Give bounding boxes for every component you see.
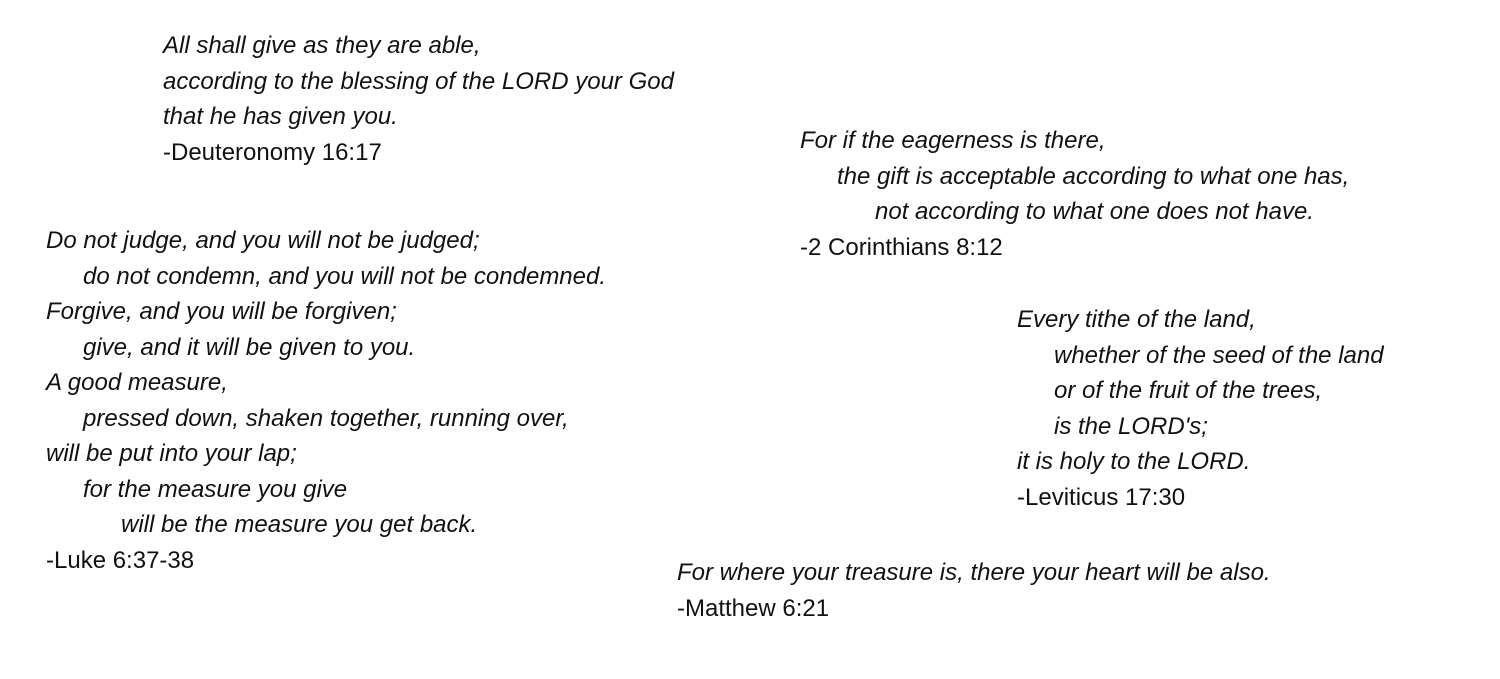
verse-line: will be the measure you get back. xyxy=(121,511,478,538)
verse-line: that he has given you. xyxy=(163,103,398,130)
verse-line: A good measure, xyxy=(46,369,228,396)
verse-line: for the measure you give xyxy=(83,475,348,503)
verse-line: give, and it will be given to you. xyxy=(83,333,416,361)
verse-block-leviticus xyxy=(1017,302,1384,515)
verse-line: the gift is acceptable according to what one has, xyxy=(837,162,1350,190)
verse-line: All shall give as they are able, xyxy=(163,32,481,59)
verse-line: not according to what one does not have. xyxy=(875,198,1314,225)
verse-line: Forgive, and you will be forgiven; xyxy=(46,298,397,325)
verse-line: For where your treasure is, there your heart will be also. xyxy=(677,559,1271,586)
verse-reference: -Matthew 6:21 xyxy=(677,594,830,622)
verse-reference: -Luke 6:37-38 xyxy=(46,546,195,574)
verse-line: pressed down, shaken together, running over, xyxy=(83,404,569,432)
verse-line: Every tithe of the land, xyxy=(1017,306,1256,333)
verse-line: Do not judge, and you will not be judged; xyxy=(46,227,480,254)
verse-reference: -Deuteronomy 16:17 xyxy=(163,138,382,166)
verse-line: according to the blessing of the LORD your God xyxy=(163,67,674,95)
verse-reference: -2 Corinthians 8:12 xyxy=(800,233,1003,261)
verse-block-corinthians xyxy=(800,123,1349,265)
verse-line: will be put into your lap; xyxy=(46,440,297,467)
verse-block-luke xyxy=(46,223,606,578)
verse-line: For if the eagerness is there, xyxy=(800,127,1106,154)
verse-line: whether of the seed of the land xyxy=(1054,341,1384,369)
verse-block-deuteronomy xyxy=(163,28,674,170)
verse-reference: -Leviticus 17:30 xyxy=(1017,483,1186,511)
verse-line: is the LORD's; xyxy=(1054,412,1208,440)
verse-line: or of the fruit of the trees, xyxy=(1054,377,1323,404)
verse-line: do not condemn, and you will not be condemned. xyxy=(83,262,607,290)
verse-line: it is holy to the LORD. xyxy=(1017,448,1251,475)
verse-block-matthew xyxy=(677,555,1271,626)
